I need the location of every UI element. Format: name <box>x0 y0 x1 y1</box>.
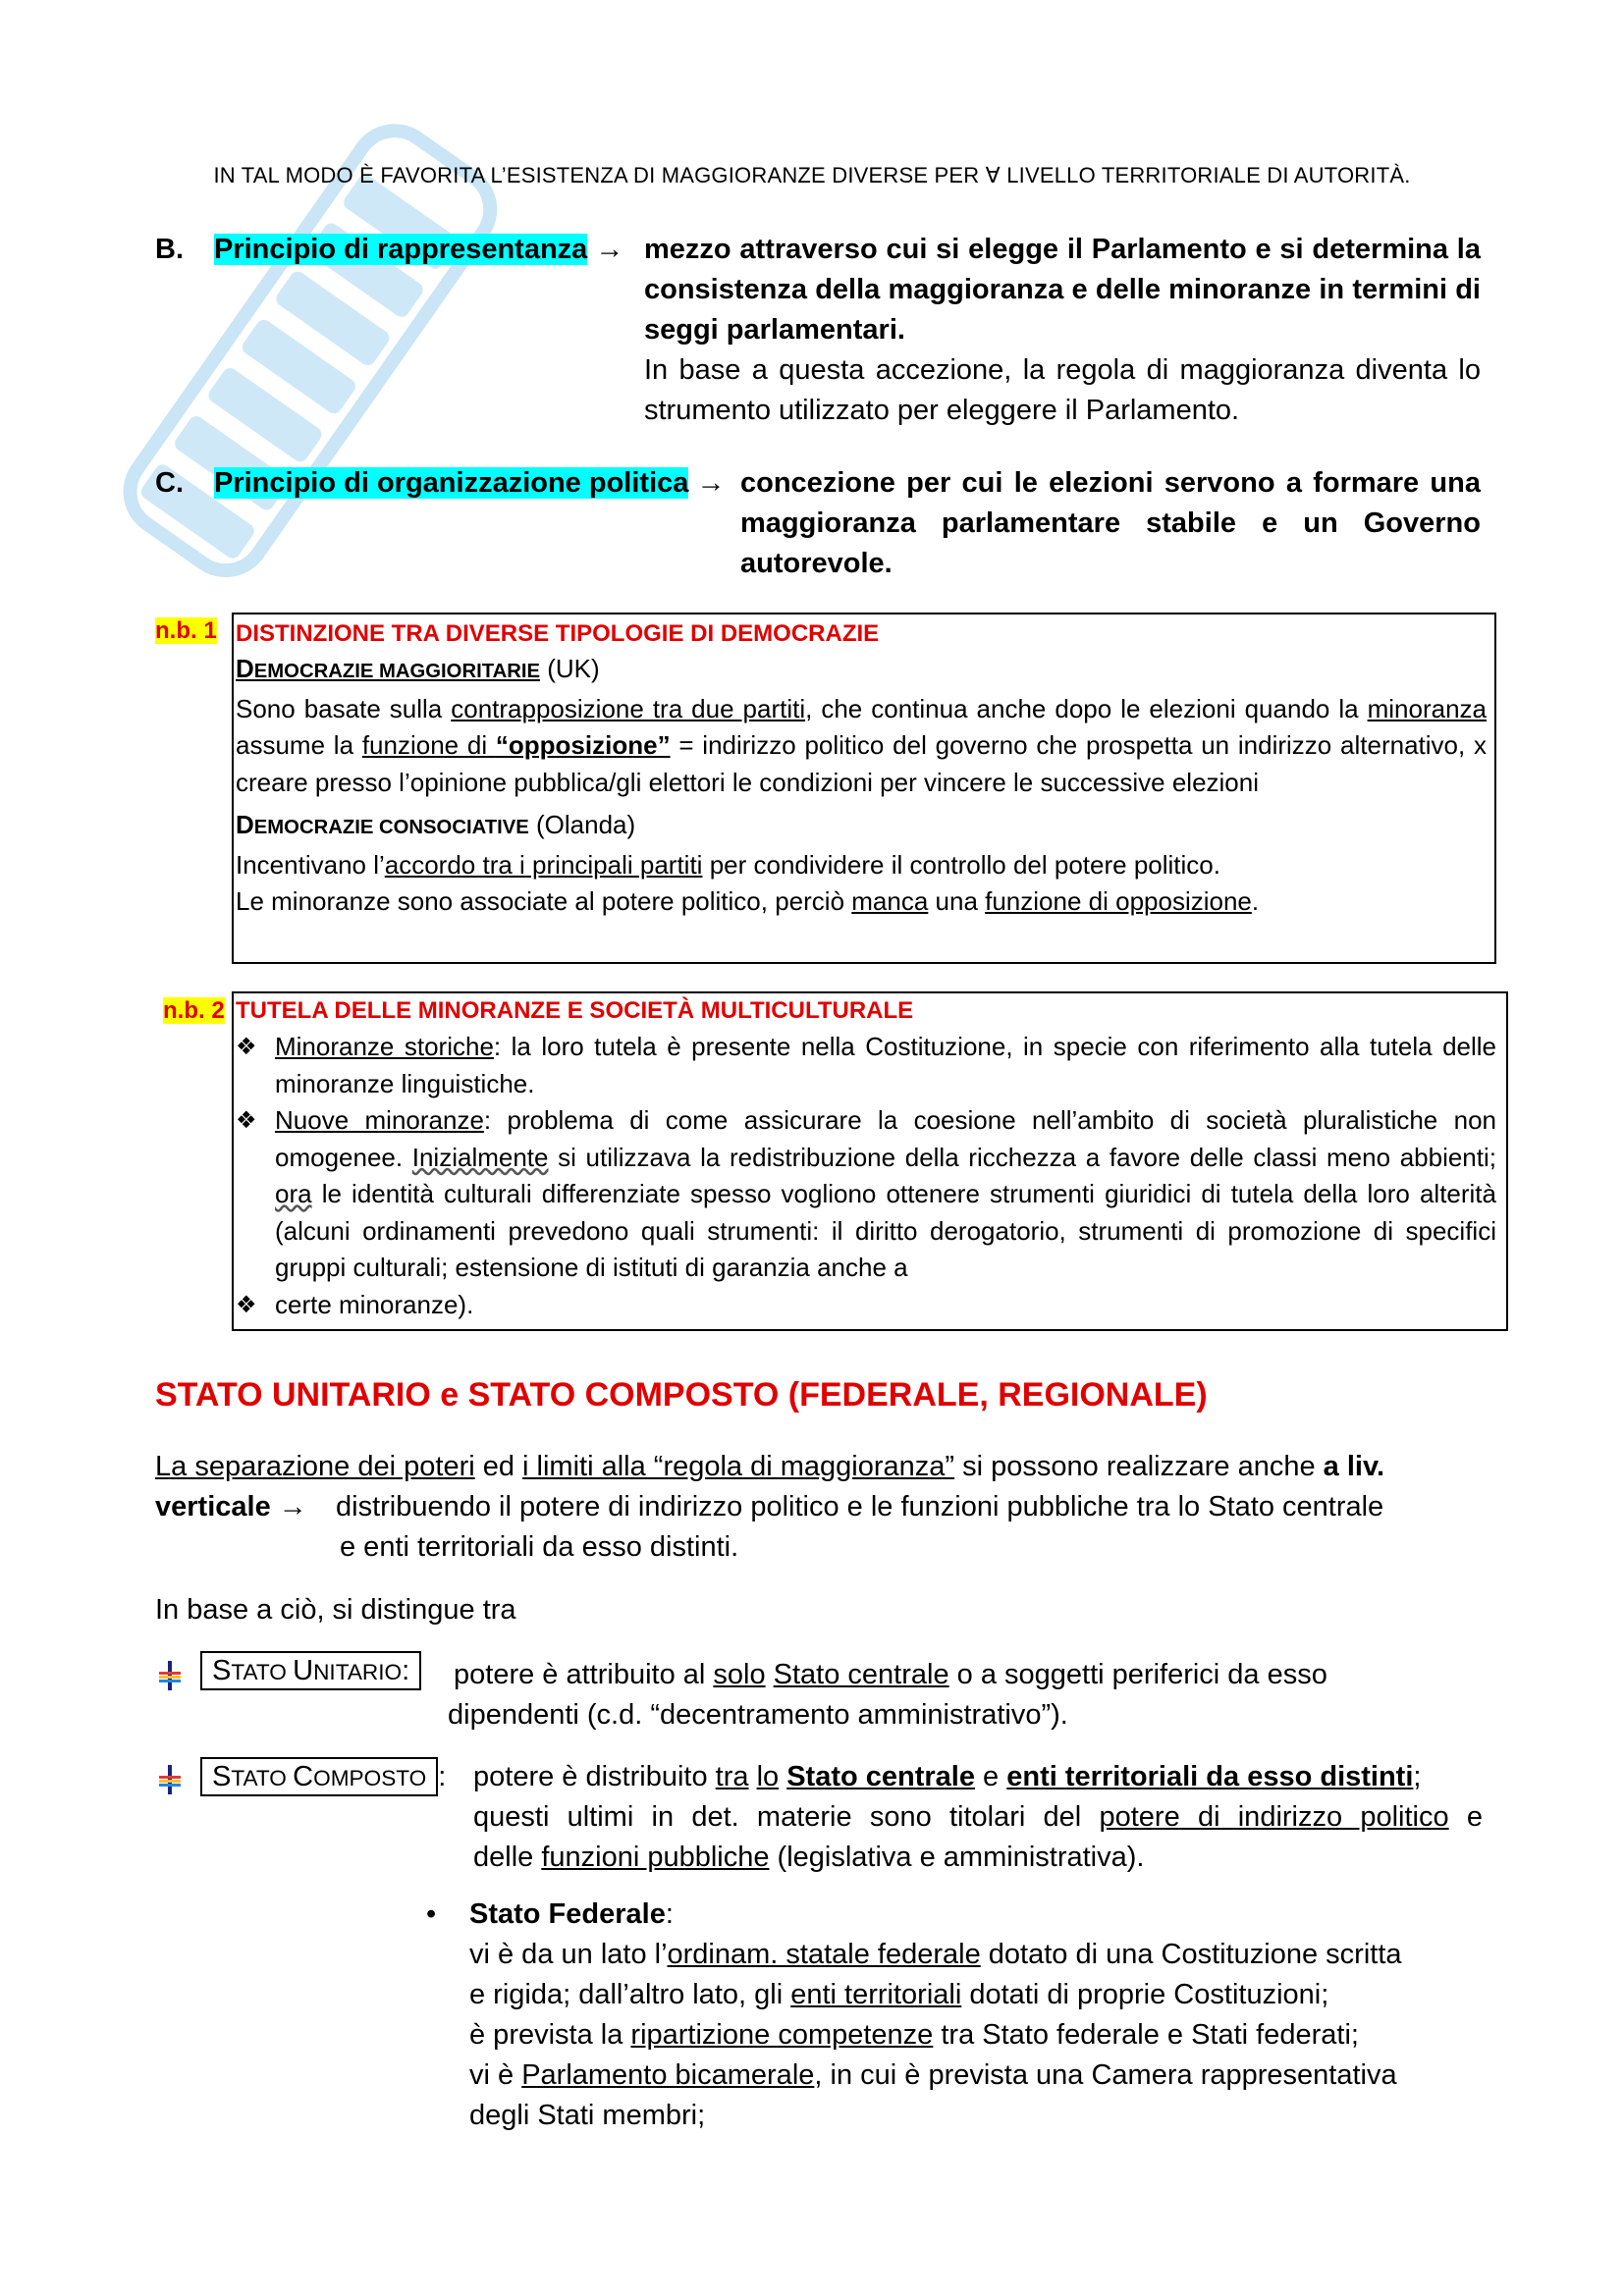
section-c-title-row <box>214 463 725 504</box>
stato-heading: STATO UNITARIO e STATO COMPOSTO (FEDERALE, REGIONALE) <box>155 1376 1208 1414</box>
section-c <box>155 463 184 504</box>
section-b-desc: In base a questa accezione, la regola di maggioranza diventa lo strumento utilizzato per eleggere il Parlamento. <box>644 354 1481 426</box>
section-b-description <box>644 230 1481 431</box>
diamond-bullet-icon: ❖ <box>236 1034 257 1060</box>
majoritarian-text: Sono basate sulla contrapposizione tra due partiti, che continua anche dopo le elezioni quando la minoranza assume la funzione di “opposizione” = indirizzo politico del governo che prospetta un indirizzo alternativo, x creare presso l’opinione pubblica/gli elettori le condizioni per vincere le successive elezioni <box>236 693 1487 797</box>
stato-intro: In base a ciò, si distingue tra <box>155 1594 516 1626</box>
stato-composto-label: STATO COMPOSTO <box>200 1757 438 1796</box>
stato-federale-bullet: • <box>426 1898 437 1930</box>
top-note: IN TAL MODO È FAVORITA L’ESISTENZA DI MAGGIORANZE DIVERSE PER ∀ LIVELLO TERRITORIALE DI AUTORITÀ. <box>213 163 1411 187</box>
consociative-text-2: Le minoranze sono associate al potere politico, perciò manca una funzione di opposizione. <box>236 886 1260 916</box>
bullet-historical-minorities: ❖ Minoranze storiche: la loro tutela è presente nella Costituzione, in specie con riferimento alla tutela delle minoranze linguistiche. <box>236 1029 1496 1102</box>
skuola-watermark <box>20 49 609 658</box>
section-c-description <box>740 463 1481 584</box>
stato-composto-text: potere è distribuito tra lo Stato centrale e enti territoriali da esso distinti; questi ultimi in det. materie sono titolari del potere di indirizzo politico e delle funzioni pubbliche (legislativa e amministrativa). <box>473 1761 1483 1873</box>
arrow-icon: → <box>278 1491 307 1522</box>
stack-bullet-icon <box>157 1659 183 1692</box>
arrow-icon: → <box>696 467 726 499</box>
nb1-box <box>232 613 1496 964</box>
stato-unitario-label: STATO UNITARIO: <box>200 1651 421 1690</box>
section-b-title-row <box>214 230 623 270</box>
stato-unitario-text: potere è attribuito al solo Stato centrale o a soggetti periferici da esso dipendenti (c.d. “decentramento amministrativo”). <box>448 1659 1327 1731</box>
section-b-title: Principio di rappresentanza <box>214 234 588 265</box>
nb2-box <box>232 991 1508 1331</box>
stack-bullet-icon <box>157 1763 183 1796</box>
stato-federale: Stato Federale: vi è da un lato l’ordinam. statale federale dotato di una Costituzione scritta e rigida; dall’altro lato, gli enti territoriali dotati di proprie Costituzioni; è prevista la ripartizione competenze tra Stato federale e Stati federati; vi è Parlamento bicamerale, in cui è prevista una Camera rappresentativa degli Stati membri; <box>469 1898 1402 2131</box>
bullet-new-minorities: ❖ Nuove minoranze: problema di come assicurare la coesione nell’ambito di società pluralistiche non omogenee. Inizialmente si utilizzava la redistribuzione della ricchezza a favore delle classi meno abbienti; ora le identità culturali differenziate spesso vogliono ottenere strumenti giuridici di tutela della loro alterità (alcuni ordinamenti prevedono quali strumenti: il diritto derogatorio, strumenti di promozione di specifici gruppi culturali; estensione di istituti di garanzia anche a <box>236 1102 1496 1287</box>
diamond-bullet-icon: ❖ <box>236 1291 257 1318</box>
section-b-letter: B. <box>155 234 184 265</box>
stato-paragraph-line1: La separazione dei poteri ed i limiti alla “regola di maggioranza” si possono realizzare anche a liv. <box>155 1451 1385 1482</box>
stato-composto-row: STATO COMPOSTO : <box>200 1757 446 1798</box>
nb2-title: TUTELA DELLE MINORANZE E SOCIETÀ MULTICULTURALE <box>236 997 914 1024</box>
diamond-bullet-icon: ❖ <box>236 1107 257 1134</box>
consociative-text-1: Incentivano l’accordo tra i principali partiti per condividere il controllo del potere politico. <box>236 849 1220 880</box>
nb1-tag: n.b. 1 <box>155 617 217 644</box>
arrow-icon: → <box>595 234 624 265</box>
bullet-certain-minorities: ❖ certe minoranze). <box>236 1287 1496 1324</box>
section-c-bold-desc: concezione per cui le elezioni servono a formare una maggioranza parlamentare stabile e un Governo autorevole. <box>740 467 1481 579</box>
nb2-tag: n.b. 2 <box>163 997 225 1024</box>
section-c-title: Principio di organizzazione politica <box>214 467 689 499</box>
nb1-title: DISTINZIONE TRA DIVERSE TIPOLOGIE DI DEMOCRAZIE <box>236 620 880 647</box>
section-c-letter: C. <box>155 467 184 499</box>
section-b-bold-desc: mezzo attraverso cui si elegge il Parlamento e si determina la consistenza della maggioranza e delle minoranze in termini di seggi parlamentari. <box>644 234 1481 346</box>
stato-paragraph-line2-text: distribuendo il potere di indirizzo politico e le funzioni pubbliche tra lo Stato centrale <box>336 1491 1384 1522</box>
stato-paragraph-line2: verticale → <box>155 1491 307 1522</box>
consociative-heading: DEMOCRAZIE CONSOCIATIVE (Olanda) <box>236 810 636 839</box>
stato-unitario-row <box>200 1651 421 1692</box>
stato-paragraph-line3: e enti territoriali da esso distinti. <box>340 1531 739 1563</box>
majoritarian-heading: DEMOCRAZIE MAGGIORITARIE (UK) <box>236 654 600 683</box>
